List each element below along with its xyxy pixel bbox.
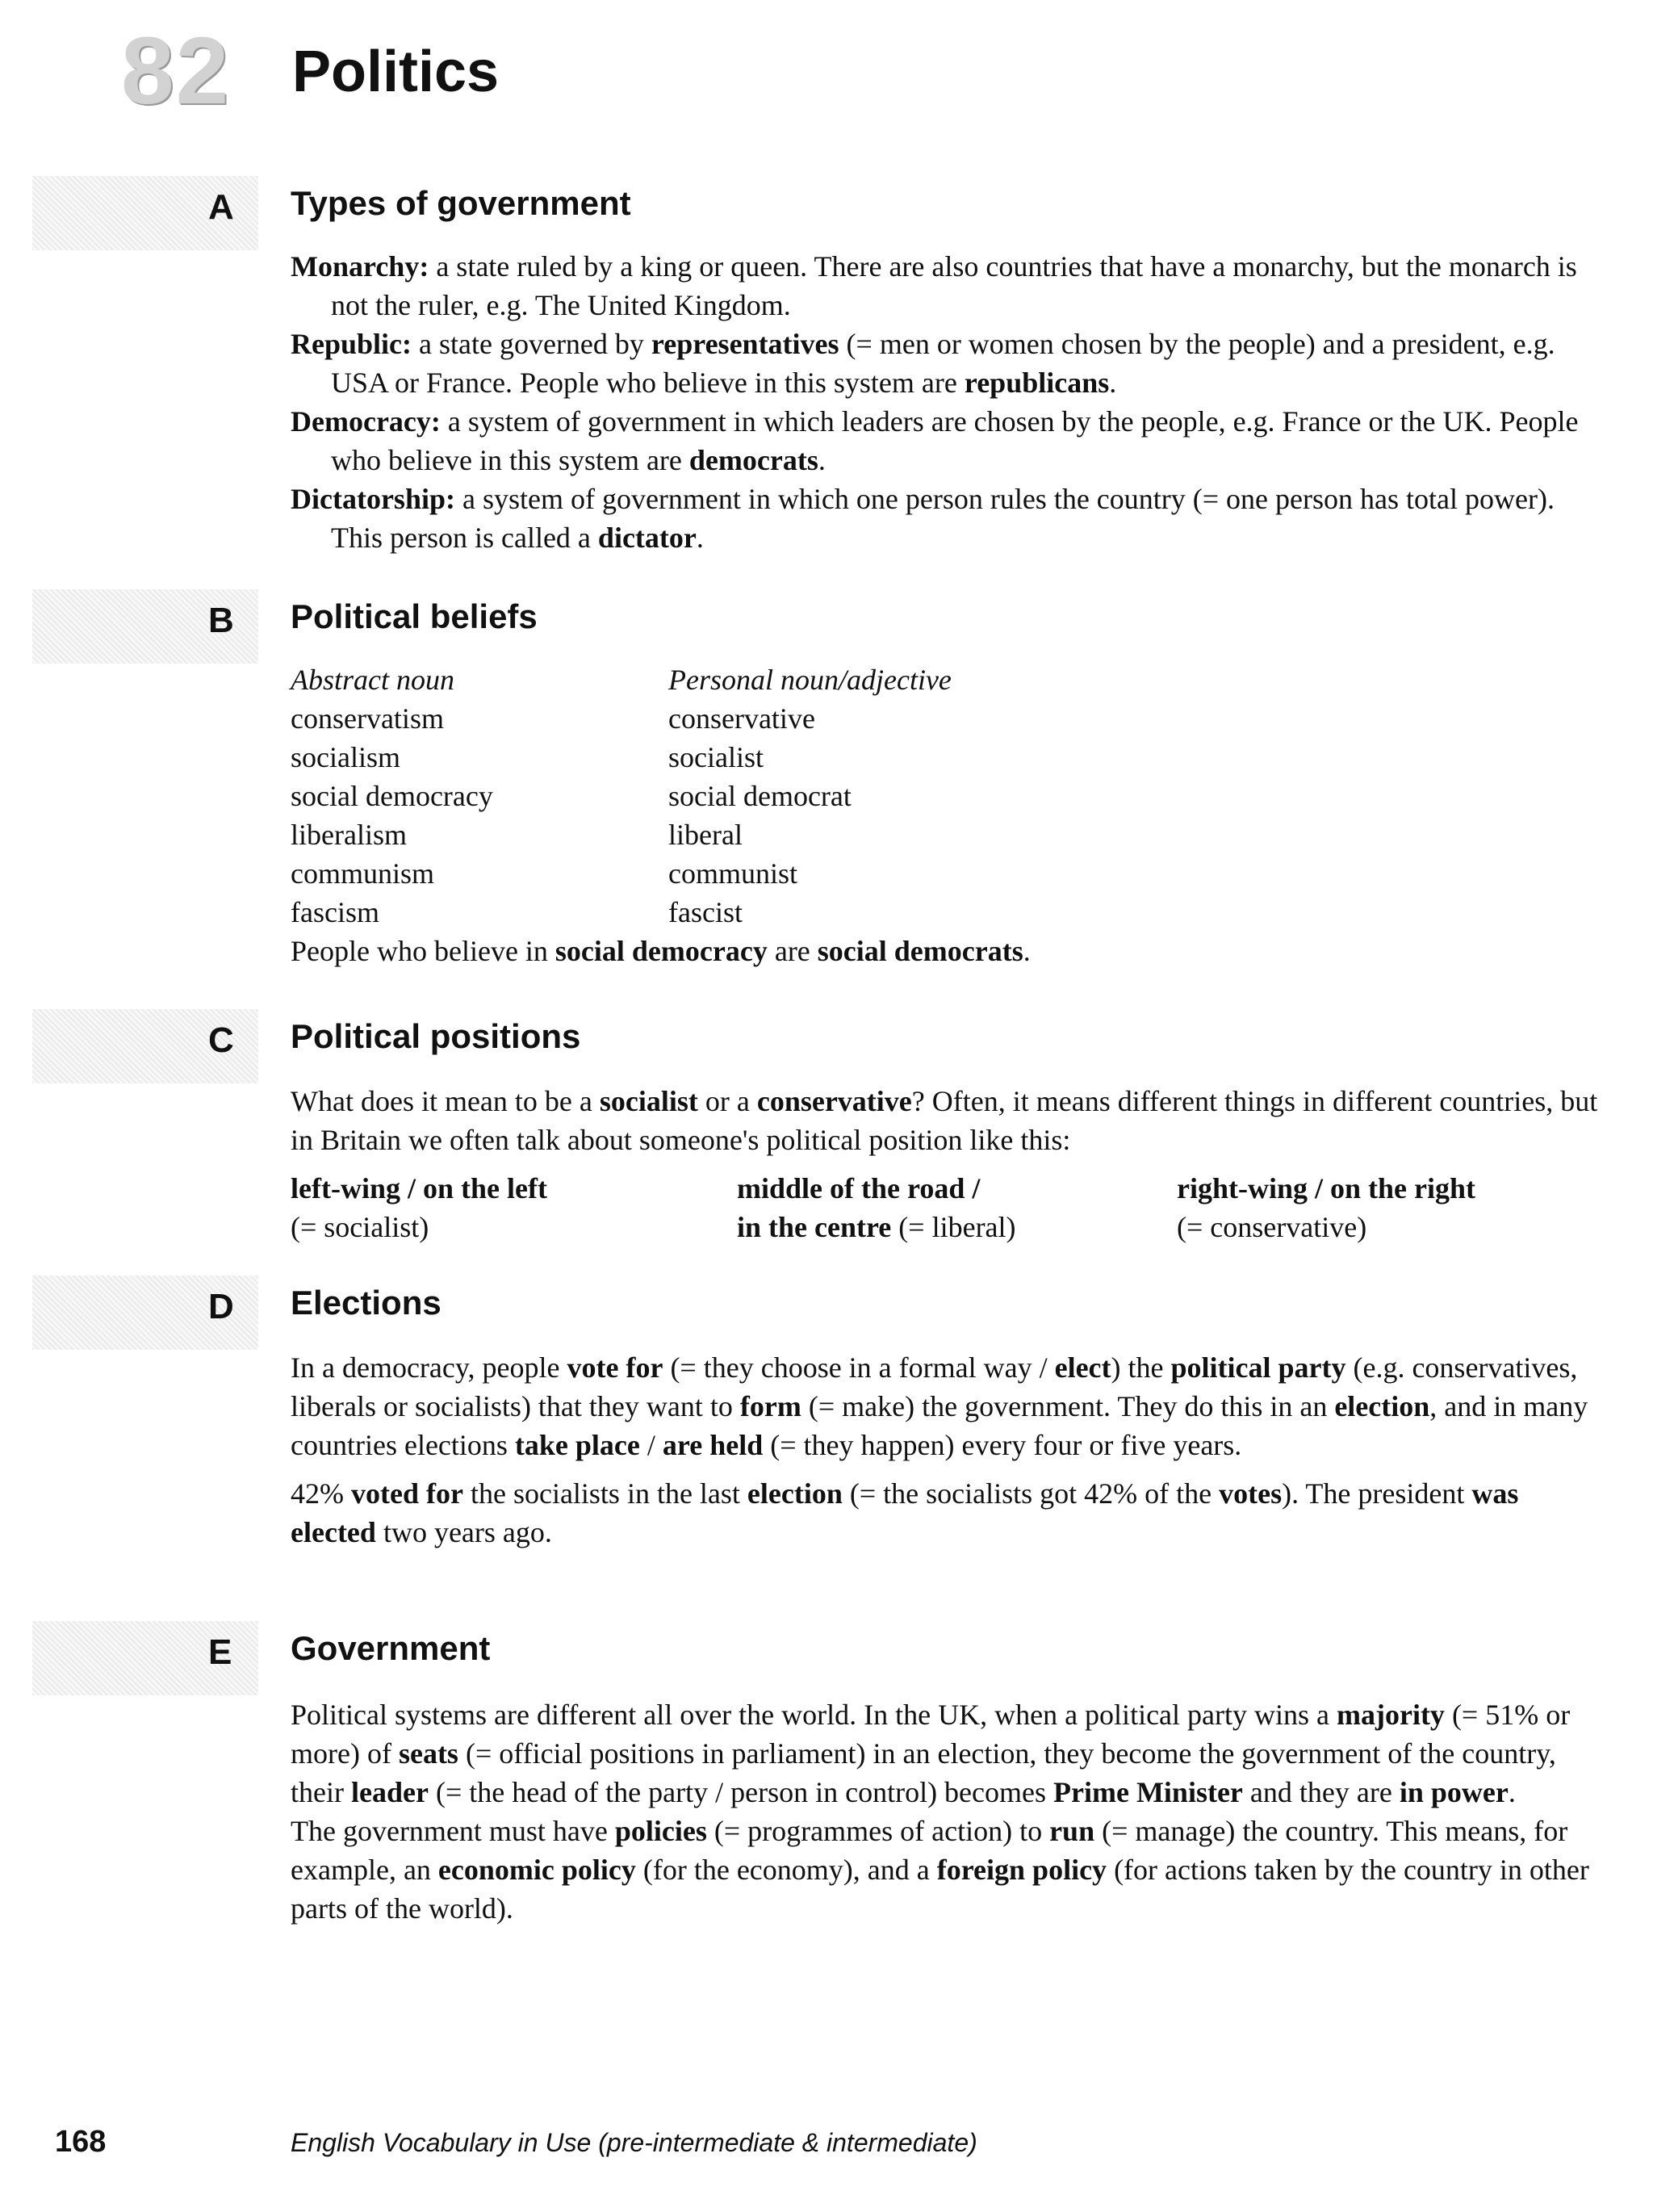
table-row: social democracy social democrat <box>291 780 852 812</box>
section-d-body <box>291 1348 1598 1552</box>
table-row: liberalism liberal <box>291 819 743 851</box>
section-heading: Types of government <box>291 184 631 222</box>
table-row: socialism socialist <box>291 741 764 773</box>
section-heading: Political beliefs <box>291 597 538 635</box>
section-heading: Political positions <box>291 1017 581 1055</box>
section-heading: Government <box>291 1629 491 1667</box>
table-row: communism communist <box>291 857 797 890</box>
position-centre: middle of the road / in the centre (= liberal) <box>737 1172 1016 1243</box>
column-header-abstract-noun: Abstract noun <box>291 664 454 696</box>
book-title: English Vocabulary in Use (pre-intermediate & intermediate) <box>291 2128 977 2157</box>
section-letter: A <box>208 187 234 227</box>
beliefs-note: People who believe in social democracy are social democrats. <box>291 935 1031 967</box>
column-header-personal-noun: Personal noun/adjective <box>668 664 952 696</box>
government-paragraph-1: Political systems are different all over the world. In the UK, when a political party wins a majority (= 51% or more) of seats (= official positions in parliament) in an election, they become the government of the country, their leader (= the head of the party / person in control) becomes Prime Minister and they are in power. <box>291 1699 1571 1808</box>
beliefs-table <box>291 660 1233 970</box>
section-letter: E <box>208 1632 232 1672</box>
elections-paragraph-1: In a democracy, people vote for (= they choose in a formal way / elect) the political party (e.g. conservatives, liberals or socialists) that they want to form (= make) the government. They do this in an election, and in many countries elections take place / are held (= they happen) every four or five years. <box>291 1351 1588 1461</box>
page-number: 168 <box>55 2125 107 2159</box>
section-e-body <box>291 1695 1598 1928</box>
definition-monarchy: Monarchy: a state ruled by a king or queen. There are also countries that have a monarchy, but the monarch is not the ruler, e.g. The United Kingdom. <box>291 250 1577 321</box>
section-heading: Elections <box>291 1284 441 1322</box>
section-letter: D <box>208 1287 234 1326</box>
table-header-row <box>291 660 1233 699</box>
position-left: left-wing / on the left (= socialist) <box>291 1172 547 1243</box>
unit-title: Politics <box>292 40 500 104</box>
section-a-body <box>291 247 1598 557</box>
table-row: fascism fascist <box>291 896 743 928</box>
elections-paragraph-2: 42% voted for the socialists in the last election (= the socialists got 42% of the votes). The president was elected two years ago. <box>291 1477 1519 1548</box>
unit-number: 82 <box>121 18 231 124</box>
position-right: right-wing / on the right (= conservative) <box>1177 1172 1476 1243</box>
government-paragraph-2: The government must have policies (= programmes of action) to run (= manage) the country. This means, for example, an economic policy (for the economy), and a foreign policy (for actions taken by the country in other parts of the world). <box>291 1815 1589 1925</box>
positions-spectrum <box>291 1169 1597 1246</box>
definition-republic: Republic: a state governed by representatives (= men or women chosen by the people) and a president, e.g. USA or France. People who believe in this system are republicans. <box>291 328 1555 399</box>
section-letter: C <box>208 1020 234 1060</box>
positions-intro: What does it mean to be a socialist or a conservative? Often, it means different things in different countries, but in Britain we often talk about someone's political position like this: <box>291 1085 1598 1156</box>
definition-democracy: Democracy: a system of government in which leaders are chosen by the people, e.g. France or the UK. People who believe in this system are democrats. <box>291 405 1579 476</box>
table-row: conservatism conservative <box>291 702 815 735</box>
section-c-body <box>291 1082 1598 1159</box>
section-letter: B <box>208 601 234 640</box>
definition-dictatorship: Dictatorship: a system of government in which one person rules the country (= one person has total power). This person is called a dictator. <box>291 483 1555 554</box>
